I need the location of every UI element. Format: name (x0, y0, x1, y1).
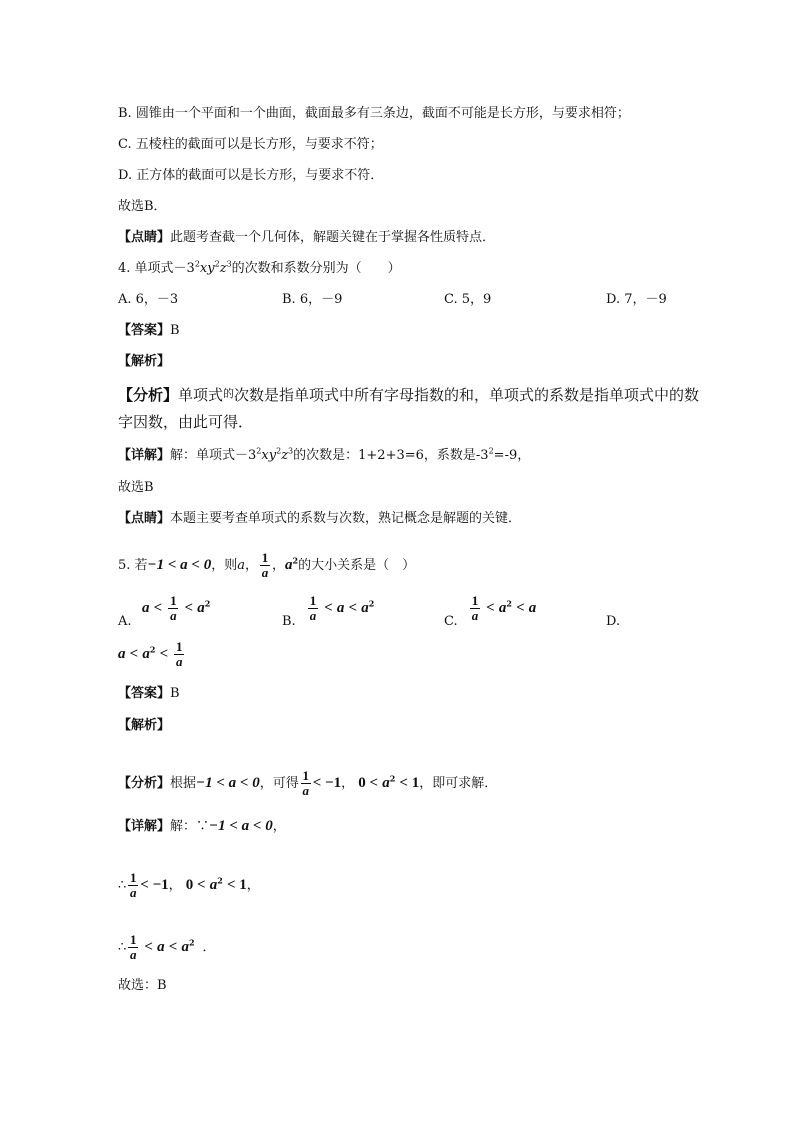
q4-x: x (199, 261, 208, 276)
frac-num: 1 (471, 593, 479, 608)
frac-num: 1 (302, 768, 309, 783)
q4-xj-exp4: 2 (488, 446, 494, 456)
frac-den: a (130, 947, 137, 962)
frac-den: a (261, 565, 269, 580)
q4-xj-exp3: 3 (288, 446, 294, 456)
expr-a: a (528, 600, 537, 616)
q5-fenxi-sq: 2 (389, 773, 396, 784)
step1-end-comma: ， (246, 878, 260, 893)
q5-xiangjie-post: ， (272, 819, 286, 834)
q5-fenxi-frac (301, 769, 311, 798)
q5-fenxi-mid: ，可得 (259, 776, 299, 791)
frac-num: 1 (130, 932, 137, 947)
frac-num: 1 (170, 593, 177, 608)
q4-fenxi-text1a: 单项式 (178, 386, 224, 404)
frac-num: 1 (176, 639, 183, 654)
q5-answer (118, 684, 180, 704)
expr-sq: 2 (149, 644, 156, 655)
expr-a-sq: a (142, 646, 150, 662)
step1-frac (128, 871, 138, 900)
q4-xiangjie (118, 446, 530, 466)
q5-comma2: ， (272, 558, 286, 573)
q5-option-d-label: D. (606, 614, 621, 629)
q5-option-c-label: C. (444, 614, 458, 629)
expr-lt: < (516, 600, 525, 616)
text-line-c-option: C. 五棱柱的截面可以是长方形，与要求不符； (118, 137, 383, 152)
frac-num: 1 (261, 550, 269, 565)
frac-den: a (176, 654, 183, 669)
frac-den: a (170, 608, 177, 623)
q5-answer-val: B (170, 686, 180, 701)
step2-a-sq: a (181, 939, 189, 955)
q5-fraction (260, 551, 270, 580)
frac-den: a (471, 608, 479, 623)
q5-stem-pre: 5. 若 (118, 558, 148, 573)
expr-lt: < (159, 646, 169, 662)
q4-jiexi: 【解析】 (118, 354, 171, 369)
q5-fenxi-tag: 【分析】 (118, 776, 171, 791)
step2-lt: < (144, 939, 153, 955)
q4-xj-exp2: 2 (276, 446, 282, 456)
q5-a-sq: a (285, 557, 293, 573)
step2-sq: 2 (188, 937, 195, 948)
q5-stem-post: 的大小关系是（ ） (298, 558, 416, 573)
expr-frac (308, 594, 318, 623)
q4-stem-pre: 4. 单项式－3 (118, 261, 195, 276)
q4-option-c: C. 5，9 (444, 292, 492, 307)
q4-exp3: 3 (226, 259, 232, 269)
text-line-b-option: B. 圆锥由一个平面和一个曲面，截面最多有三条边，截面不可能是长方形，与要求相符； (118, 106, 630, 121)
dianjing-text: 此题考查截一个几何体，解题关键在于掌握各性质特点． (170, 230, 496, 245)
expr-a: a (336, 600, 345, 616)
expr-a-sq: a (197, 600, 205, 616)
therefore-symbol: ∴ (118, 878, 127, 893)
q4-xiangjie-post: 的次数是：1+2+3=6，系数是-3 (293, 448, 489, 463)
q5-step2 (118, 924, 216, 971)
q5-fenxi (118, 758, 497, 809)
frac-den: a (302, 783, 309, 798)
q5-choose: 故选：B (118, 978, 167, 993)
step1-ineq1: < −1 (140, 877, 169, 893)
expr-a: a (118, 646, 126, 662)
step2-a: a (157, 939, 165, 955)
step1-sep: ， (168, 878, 182, 893)
frac-num: 1 (130, 870, 137, 885)
expr-frac (470, 594, 480, 623)
step2-period: ． (202, 940, 216, 955)
expr-a-sq: a (498, 600, 507, 616)
q4-answer-tag: 【答案】 (118, 323, 171, 338)
q4-xj-z: z (281, 448, 289, 463)
frac-den: a (309, 608, 317, 623)
q4-exp2: 2 (214, 259, 220, 269)
q5-xiangjie (118, 816, 286, 837)
q4-dianjing-tag: 【点睛】 (118, 511, 171, 526)
expr-a: a (142, 600, 150, 616)
expr-lt: < (348, 600, 358, 616)
q4-xj-x: x (261, 448, 269, 463)
q5-a-var: a (237, 558, 246, 573)
q5-sq-exp: 2 (292, 555, 299, 566)
q4-option-d: D. 7，－9 (606, 292, 667, 307)
q4-xj-y: y (268, 448, 277, 463)
q4-answer-val: B (170, 323, 180, 338)
q4-dianjing-text: 本题主要考查单项式的系数与次数，熟记概念是解题的关键． (170, 511, 522, 526)
frac-den: a (130, 885, 137, 900)
q5-fenxi-cond: −1 < a < 0 (196, 775, 260, 791)
expr-lt: < (184, 600, 194, 616)
text-line-d-option: D. 正方体的截面可以是长方形，与要求不符． (118, 168, 384, 183)
q5-option-d-expr (118, 640, 186, 669)
q5-comma1: ， (245, 558, 259, 573)
expr-lt: < (486, 600, 495, 616)
q5-step1 (118, 862, 260, 909)
step2-frac (128, 933, 138, 962)
q4-fenxi-de: 的 (223, 387, 235, 400)
q4-z: z (219, 261, 227, 276)
q5-then: ，则 (211, 558, 238, 573)
expr-sq: 2 (368, 598, 375, 609)
q5-option-b-expr (306, 594, 374, 623)
expr-frac (168, 594, 178, 623)
q4-fenxi-2: 字因数，由此可得． (118, 413, 254, 431)
q4-option-a: A. 6，－3 (118, 292, 179, 307)
expr-lt: < (153, 600, 163, 616)
q5-fenxi-ineq2-post: < 1 (399, 775, 420, 791)
q4-exp1: 2 (194, 259, 200, 269)
dianjing-line-1 (118, 228, 495, 248)
q5-condition: −1 < a < 0 (147, 557, 212, 573)
q4-stem (118, 259, 401, 279)
q4-xiangjie-tag: 【详解】 (118, 448, 171, 463)
q4-answer (118, 321, 180, 341)
q5-option-a-expr (142, 594, 210, 623)
q4-option-b: B. 6，－9 (282, 292, 343, 307)
q4-fenxi-1 (118, 384, 699, 405)
step1-zero-lt: 0 < (185, 877, 206, 893)
q5-fenxi-sep: ， (341, 776, 355, 791)
q4-xj-exp1: 2 (256, 446, 262, 456)
q5-answer-tag: 【答案】 (118, 686, 171, 701)
q5-xiangjie-pre: 解：∵ (170, 819, 210, 834)
q5-fenxi-ineq2-pre: 0 < (358, 775, 379, 791)
therefore-symbol: ∴ (118, 940, 127, 955)
dianjing-tag: 【点睛】 (118, 230, 171, 245)
q5-jiexi: 【解析】 (118, 718, 171, 733)
q5-option-a-label: A. (118, 614, 132, 629)
q5-fenxi-post: ，即可求解． (419, 776, 498, 791)
step2-lt: < (168, 939, 178, 955)
q5-fenxi-a-sq: a (382, 775, 390, 791)
expr-sq: 2 (506, 598, 512, 609)
expr-frac (174, 640, 184, 669)
q5-fenxi-ineq1: < −1 (312, 775, 342, 791)
q5-xiangjie-cond: −1 < a < 0 (209, 818, 273, 834)
step1-lt-one: < 1 (226, 877, 247, 893)
q5-option-c-expr (468, 594, 536, 623)
q4-choose: 故选B (118, 480, 154, 495)
expr-lt: < (129, 646, 139, 662)
q4-y: y (207, 261, 215, 276)
q4-dianjing (118, 509, 521, 529)
text-line-choose-b: 故选B． (118, 199, 167, 214)
q4-stem-post: 的次数和系数分别为（ ） (231, 261, 401, 276)
expr-a-sq: a (361, 600, 369, 616)
expr-lt: < (324, 600, 333, 616)
q4-fenxi-text1b: 次数是指单项式中所有字母指数的和，单项式的系数是指单项式中的数 (234, 386, 700, 404)
expr-sq: 2 (204, 598, 211, 609)
q4-xiangjie-end: =-9， (493, 448, 531, 463)
q5-stem (118, 542, 415, 589)
q5-fenxi-pre: 根据 (170, 776, 197, 791)
q5-option-b-label: B. (282, 614, 296, 629)
q4-fenxi-tag: 【分析】 (118, 386, 179, 404)
q5-xiangjie-tag: 【详解】 (118, 819, 171, 834)
step1-sq: 2 (217, 875, 223, 886)
q5-options (118, 594, 678, 634)
frac-num: 1 (309, 593, 317, 608)
step1-a-sq: a (209, 877, 218, 893)
q4-xiangjie-pre: 解：单项式－3 (170, 448, 257, 463)
